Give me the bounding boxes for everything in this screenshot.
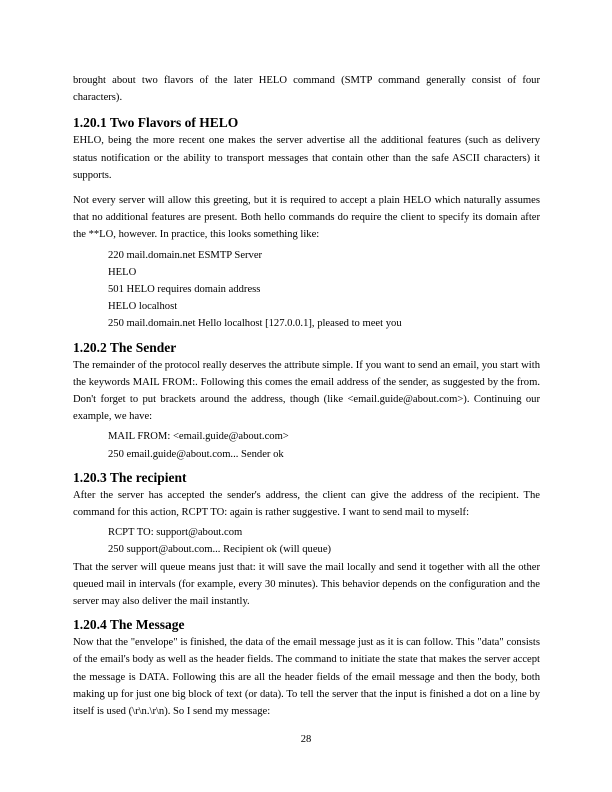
code-line: 220 mail.domain.net ESMTP Server <box>108 249 263 261</box>
code-example-rcpt-to <box>108 524 540 558</box>
section-heading-the-sender: 1.20.2 The Sender <box>73 339 177 355</box>
code-line: 250 email.guide@about.com... Sender ok <box>108 448 284 460</box>
code-line: HELO localhost <box>108 301 178 313</box>
code-line: RCPT TO: support@about.com <box>108 527 243 539</box>
page-number: 28 <box>300 734 312 745</box>
code-line: 250 support@about.com... Recipient ok (will queue) <box>108 544 332 556</box>
intro-paragraph: brought about two flavors of the later HELO command (SMTP command generally consist of four characters). <box>73 75 540 104</box>
document-page <box>73 72 540 720</box>
section-paragraph: The remainder of the protocol really deserves the attribute simple. If you want to send an email, you start with the keywords MAIL FROM:. Following this comes the email address of the sender, as suggested by the from. Don't forget to put brackets around the address, though (like <email.guide@about.com>). Continuing our example, we have: <box>73 359 540 423</box>
code-line: 501 HELO requires domain address <box>108 284 261 296</box>
code-line: MAIL FROM: <email.guide@about.com> <box>108 431 289 443</box>
section-heading-the-recipient: 1.20.3 The recipient <box>73 469 187 485</box>
code-line: 250 mail.domain.net Hello localhost [127.0.0.1], pleased to meet you <box>108 318 402 330</box>
section-heading-two-flavors-of-helo: 1.20.1 Two Flavors of HELO <box>73 115 239 131</box>
section-heading-the-message: 1.20.4 The Message <box>73 617 185 633</box>
section-paragraph: After the server has accepted the sender's address, the client can give the address of the recipient. The command for this action, RCPT TO: again is rather suggestive. I want to send mail to myself: <box>73 489 540 519</box>
section-paragraph: Now that the "envelope" is finished, the data of the email message just as it is can follow. This "data" consists of the email's body as well as the header fields. The command to initiate the state that makes the server accept the message is DATA. Following this are all the header fields of the email message and then the body, both making up for just one big block of text (or data). To tell the server that the input is finished a dot on a line by itself is used (\r\n.\r\n). So I send my message: <box>73 637 540 718</box>
section-paragraph: EHLO, being the more recent one makes the server advertise all the additional features (such as delivery status notification or the ability to transport messages that contain other than the safe ASCII characters) it supports. <box>73 135 540 181</box>
code-example-helo <box>108 247 540 333</box>
section-paragraph: Not every server will allow this greeting, but it is required to accept a plain HELO which naturally assumes that no additional features are present. Both hello commands do require the client to specify its domain after the **LO, however. In practice, this looks something like: <box>73 195 540 241</box>
section-paragraph: That the server will queue means just that: it will save the mail locally and send it together with all the other queued mail in intervals (for example, every 30 minutes). This behavior depends on the configuration and the server may also deliver the mail instantly. <box>73 561 540 608</box>
code-example-mail-from <box>108 428 540 462</box>
code-line: HELO <box>108 266 137 278</box>
